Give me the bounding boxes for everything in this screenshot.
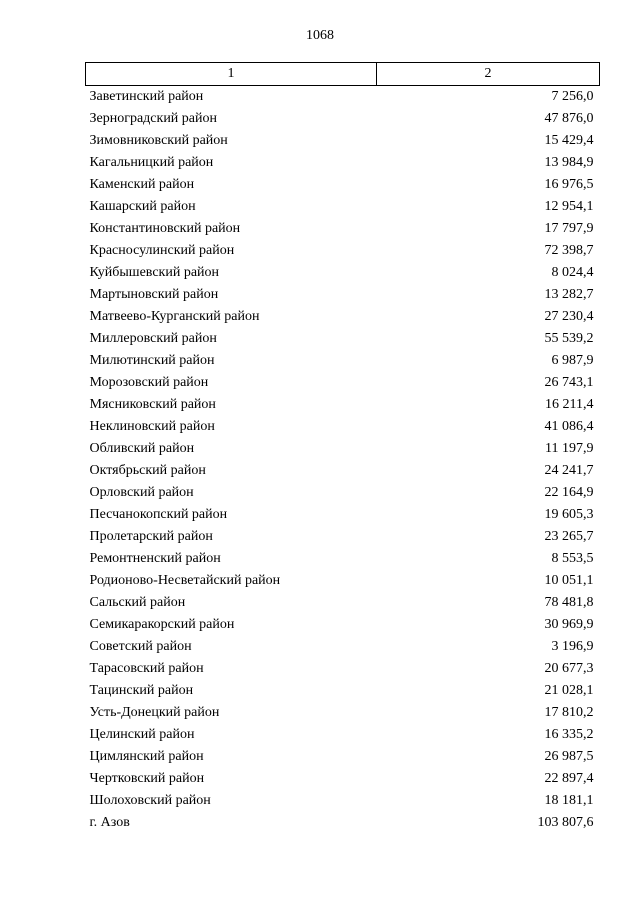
district-name: Морозовский район: [89, 375, 209, 390]
district-value: 13 984,9: [544, 155, 594, 170]
table-row: [86, 702, 600, 724]
table-row: [86, 372, 600, 394]
district-name: Мясниковский район: [89, 397, 216, 412]
page-number: 1068: [306, 28, 334, 43]
district-value: 41 086,4: [544, 419, 594, 434]
table-header-row: [86, 63, 600, 86]
district-value: 16 976,5: [544, 177, 594, 192]
table-row: [86, 350, 600, 372]
district-name: г. Азов: [89, 815, 130, 830]
district-name: Тарасовский район: [89, 661, 204, 676]
table-row: [86, 812, 600, 834]
district-value: 23 265,7: [544, 529, 594, 544]
district-value: 13 282,7: [544, 287, 594, 302]
district-value: 7 256,0: [551, 89, 594, 104]
district-value: 15 429,4: [544, 133, 594, 148]
table-row: [86, 130, 600, 152]
column-header-2: 2: [377, 63, 600, 86]
table-row: [86, 570, 600, 592]
district-name: Константиновский район: [89, 221, 241, 236]
district-value: 18 181,1: [544, 793, 594, 808]
table-row: [86, 306, 600, 328]
district-value: 16 335,2: [544, 727, 594, 742]
table-row: [86, 614, 600, 636]
district-name: Орловский район: [89, 485, 194, 500]
district-name: Тацинский район: [89, 683, 194, 698]
district-name: Пролетарский район: [89, 529, 213, 544]
district-name: Советский район: [89, 639, 192, 654]
district-name: Цимлянский район: [89, 749, 204, 764]
district-name: Неклиновский район: [89, 419, 215, 434]
table-row: [86, 636, 600, 658]
district-value: 20 677,3: [544, 661, 594, 676]
data-table: [85, 62, 600, 834]
table-row: [86, 548, 600, 570]
district-value: 47 876,0: [544, 111, 594, 126]
district-value: 78 481,8: [544, 595, 594, 610]
district-name: Зимовниковский район: [89, 133, 228, 148]
district-value: 26 743,1: [544, 375, 594, 390]
table-row: [86, 174, 600, 196]
district-name: Песчанокопский район: [89, 507, 228, 522]
district-value: 19 605,3: [544, 507, 594, 522]
district-name: Усть-Донецкий район: [89, 705, 220, 720]
district-value: 27 230,4: [544, 309, 594, 324]
table-row: [86, 724, 600, 746]
district-name: Милютинский район: [89, 353, 215, 368]
table-row: [86, 196, 600, 218]
district-name: Зерноградский район: [89, 111, 217, 126]
table-row: [86, 680, 600, 702]
table-row: [86, 328, 600, 350]
district-value: 30 969,9: [544, 617, 594, 632]
table-row: [86, 460, 600, 482]
district-value: 26 987,5: [544, 749, 594, 764]
table-row: [86, 592, 600, 614]
table-row: [86, 658, 600, 680]
table-row: [86, 790, 600, 812]
table-row: [86, 416, 600, 438]
district-value: 55 539,2: [544, 331, 594, 346]
district-name: Куйбышевский район: [89, 265, 220, 280]
column-header-1: 1: [86, 63, 377, 86]
district-name: Кашарский район: [89, 199, 196, 214]
district-value: 22 164,9: [544, 485, 594, 500]
table-row: [86, 262, 600, 284]
district-value: 12 954,1: [544, 199, 594, 214]
district-value: 22 897,4: [544, 771, 594, 786]
table-row: [86, 152, 600, 174]
district-name: Чертковский район: [89, 771, 205, 786]
table-row: [86, 218, 600, 240]
table-row: [86, 240, 600, 262]
district-value: 6 987,9: [551, 353, 594, 368]
district-value: 103 807,6: [537, 815, 594, 830]
table-row: [86, 284, 600, 306]
table-row: [86, 746, 600, 768]
district-value: 72 398,7: [544, 243, 594, 258]
table-row: [86, 438, 600, 460]
table-row: [86, 108, 600, 130]
district-name: Ремонтненский район: [89, 551, 221, 566]
district-value: 24 241,7: [544, 463, 594, 478]
district-name: Семикаракорский район: [89, 617, 235, 632]
district-name: Родионово-Несветайский район: [89, 573, 281, 588]
district-value: 17 810,2: [544, 705, 594, 720]
district-name: Каменский район: [89, 177, 195, 192]
district-value: 11 197,9: [545, 441, 594, 456]
table-body: [86, 86, 600, 835]
district-name: Красносулинский район: [89, 243, 235, 258]
table-row: [86, 768, 600, 790]
table-row: [86, 86, 600, 109]
district-name: Мартыновский район: [89, 287, 219, 302]
district-value: 3 196,9: [551, 639, 594, 654]
district-name: Октябрьский район: [89, 463, 206, 478]
district-name: Матвеево-Курганский район: [89, 309, 260, 324]
district-value: 10 051,1: [544, 573, 594, 588]
district-name: Целинский район: [89, 727, 195, 742]
district-name: Шолоховский район: [89, 793, 211, 808]
district-name: Кагальницкий район: [89, 155, 214, 170]
table-row: [86, 504, 600, 526]
table-row: [86, 482, 600, 504]
district-value: 21 028,1: [544, 683, 594, 698]
district-name: Миллеровский район: [89, 331, 217, 346]
district-value: 16 211,4: [545, 397, 594, 412]
table-row: [86, 526, 600, 548]
district-value: 17 797,9: [544, 221, 594, 236]
district-value: 8 553,5: [551, 551, 594, 566]
district-name: Обливский район: [89, 441, 195, 456]
district-name: Заветинский район: [89, 89, 204, 104]
district-name: Сальский район: [89, 595, 186, 610]
district-value: 8 024,4: [551, 265, 594, 280]
table-row: [86, 394, 600, 416]
